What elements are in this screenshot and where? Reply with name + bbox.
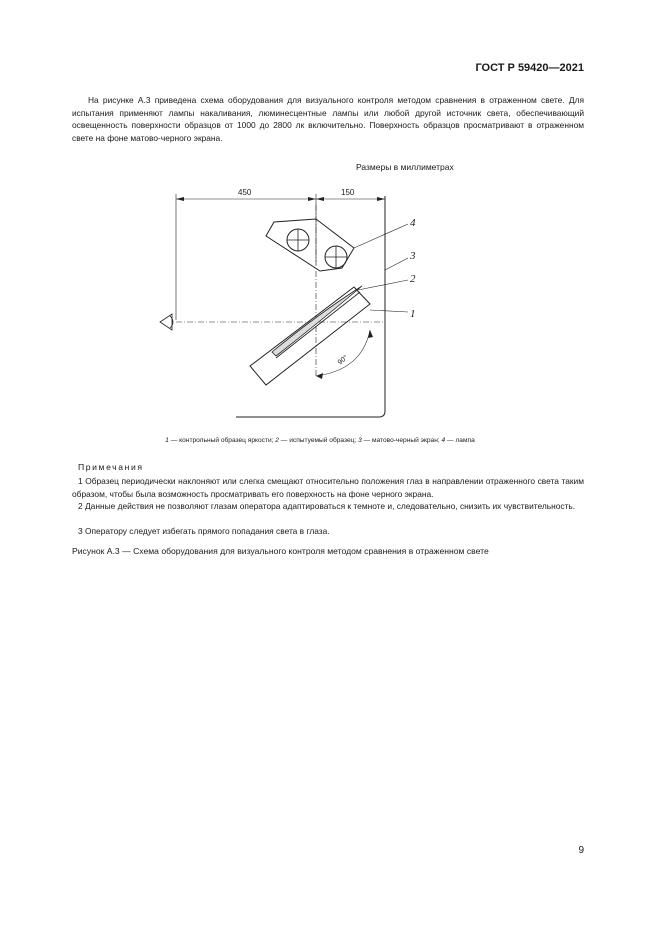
- equipment-diagram: [140, 180, 480, 425]
- arrow-r2: [377, 197, 385, 201]
- legend-n1: 1: [165, 437, 169, 444]
- figure-legend: [60, 437, 580, 444]
- angle-label: 90°: [336, 354, 350, 367]
- callout-3: 3: [410, 250, 416, 262]
- legend-t1: — контрольный образец яркости;: [168, 437, 276, 444]
- dimensions-note: Размеры в миллиметрах: [356, 162, 454, 172]
- legend-t3: — матово-черный экран;: [361, 437, 442, 444]
- arrow-l2: [308, 197, 316, 201]
- leader-3: [385, 258, 408, 270]
- dim-right-label: 150: [341, 188, 355, 197]
- legend-n2: 2: [275, 437, 279, 444]
- page-number: 9: [578, 845, 584, 856]
- reference-sample: [276, 292, 360, 358]
- arrow-l1: [176, 197, 184, 201]
- callout-1: 1: [410, 308, 416, 320]
- note-3-text: 3 Оператору следует избегать прямого попадания света в глаза.: [78, 526, 330, 536]
- callout-2: 2: [410, 273, 416, 285]
- legend-n3: 3: [358, 437, 362, 444]
- screen-outline: [236, 196, 385, 417]
- angle-arc: [316, 330, 370, 376]
- intro-text: На рисунке А.3 приведена схема оборудования для визуального контроля методом сравнения в отраженном свете. Для испытания применяют лампы накаливания, люминесцентные лампы или любой другой источник света, обеспечивающий освещенность поверхности образцов от 1000 до 2800 лк включительно. Поверхность образцов просматривают в отраженном свете на фоне матово-черного экрана.: [72, 95, 584, 143]
- note-3: [72, 525, 584, 538]
- legend-t4: — лампа: [445, 437, 475, 444]
- figure-caption: Рисунок А.3 — Схема оборудования для визуального контроля методом сравнения в отраженном свете: [72, 546, 489, 556]
- leader-2: [358, 280, 408, 290]
- arrow-r1: [316, 197, 324, 201]
- document-header: ГОСТ Р 59420—2021: [475, 62, 584, 74]
- intro-paragraph: [72, 94, 584, 144]
- note-2: [72, 500, 584, 513]
- lamp-housing: [266, 219, 354, 271]
- notes-title: Примечания: [78, 462, 144, 472]
- eye-icon: [160, 314, 173, 330]
- callout-4: 4: [410, 217, 416, 229]
- note-2-text: 2 Данные действия не позволяют глазам оператора адаптироваться к темноте и, следовательно, снизить их чувствительность.: [78, 501, 576, 511]
- dim-left-label: 450: [238, 188, 252, 197]
- legend-n4: 4: [441, 437, 446, 444]
- sample-holder: [250, 287, 370, 385]
- leader-1: [370, 310, 408, 312]
- note-1: [72, 475, 584, 500]
- note-1-text: 1 Образец периодически наклоняют или слегка смещают относительно положения глаз в направлении отраженного света таким образом, чтобы была возможность просматривать его поверхность на фоне черного экрана.: [72, 476, 584, 499]
- legend-t2: — испытуемый образец;: [278, 437, 359, 444]
- leader-4: [354, 224, 408, 248]
